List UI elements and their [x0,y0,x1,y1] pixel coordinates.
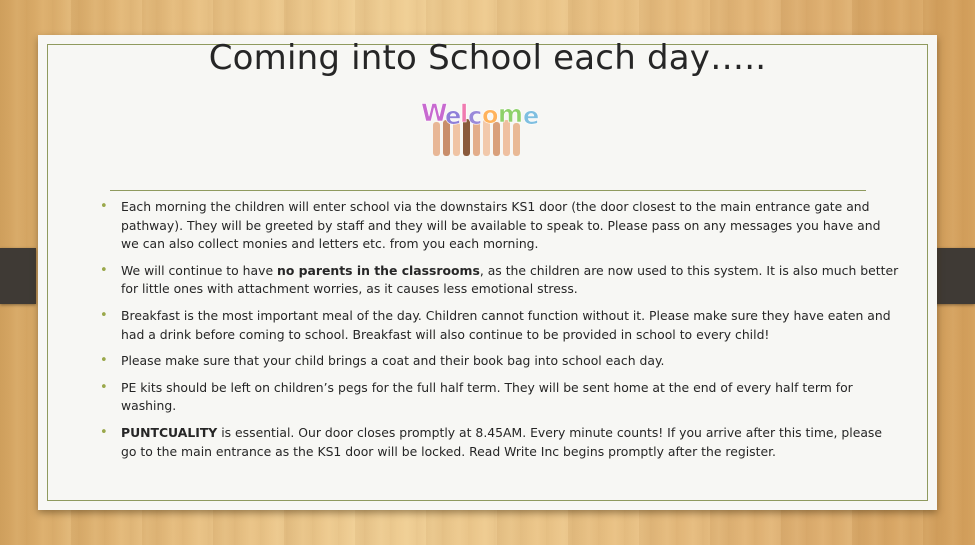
bullet-dot-icon: • [100,199,108,214]
slide-title: Coming into School each day….. [208,38,767,78]
bullet-dot-icon: • [100,307,108,323]
bullet-dot-icon: • [100,353,108,369]
svg-text:l: l [460,100,469,128]
bullet-text-after: , as the children are now used to this system. It is also much better for little ones with attachment worries, as it causes less emotional stress. [121,262,899,297]
svg-text:c: c [468,102,483,130]
svg-text:W: W [421,99,448,127]
bullet-item-no-parents [100,262,900,299]
bullet-text-after: is essential. Our door closes promptly at 8.45AM. Every minute counts! If you arrive after this time, please go to the main entrance as the KS1 door will be locked. Read Write Inc begins promptly after the register. [121,424,883,459]
bullet-text-bold: PUNTCUALITY [121,424,218,440]
bullet-text: Breakfast is the most important meal of the day. Children cannot function without it. Please make sure they have eaten and had a drink before coming to school. Breakfast will also continue to be provided in school to every child! [121,307,891,342]
bullet-dot-icon: • [100,424,108,440]
bullet-text: Each morning the children will enter school via the downstairs KS1 door (the door closest to the main entrance gate and pathway). They will be greeted by staff and they will be available to speak to. Please pass on any messages you have and we can also collect monies and letters etc. from you each morning. [121,199,881,252]
welcome-text-icon [421,99,539,130]
svg-text:e: e [445,102,462,130]
bullet-item-entry [100,198,900,254]
bullet-text: PE kits should be left on children’s pegs for the full half term. They will be sent home at the end of every half term for washing. [121,379,853,414]
bullet-dot-icon: • [100,379,108,395]
bullet-item-pe-kits [100,379,900,416]
title-divider [110,190,866,191]
bullet-item-coat [100,352,900,371]
svg-text:m: m [498,100,524,128]
left-binder-strap [0,248,36,304]
svg-text:e: e [523,102,540,130]
bullet-list [100,198,900,469]
welcome-hands-image [419,94,543,158]
bullet-text-before: We will continue to have [121,262,278,278]
bullet-text-bold: no parents in the classrooms [277,262,480,278]
bullet-item-breakfast [100,307,900,344]
bullet-item-punctuality [100,424,900,461]
bullet-dot-icon: • [100,262,108,278]
bullet-text: Please make sure that your child brings a coat and their book bag into school each day. [121,353,665,369]
svg-text:o: o [482,101,499,129]
